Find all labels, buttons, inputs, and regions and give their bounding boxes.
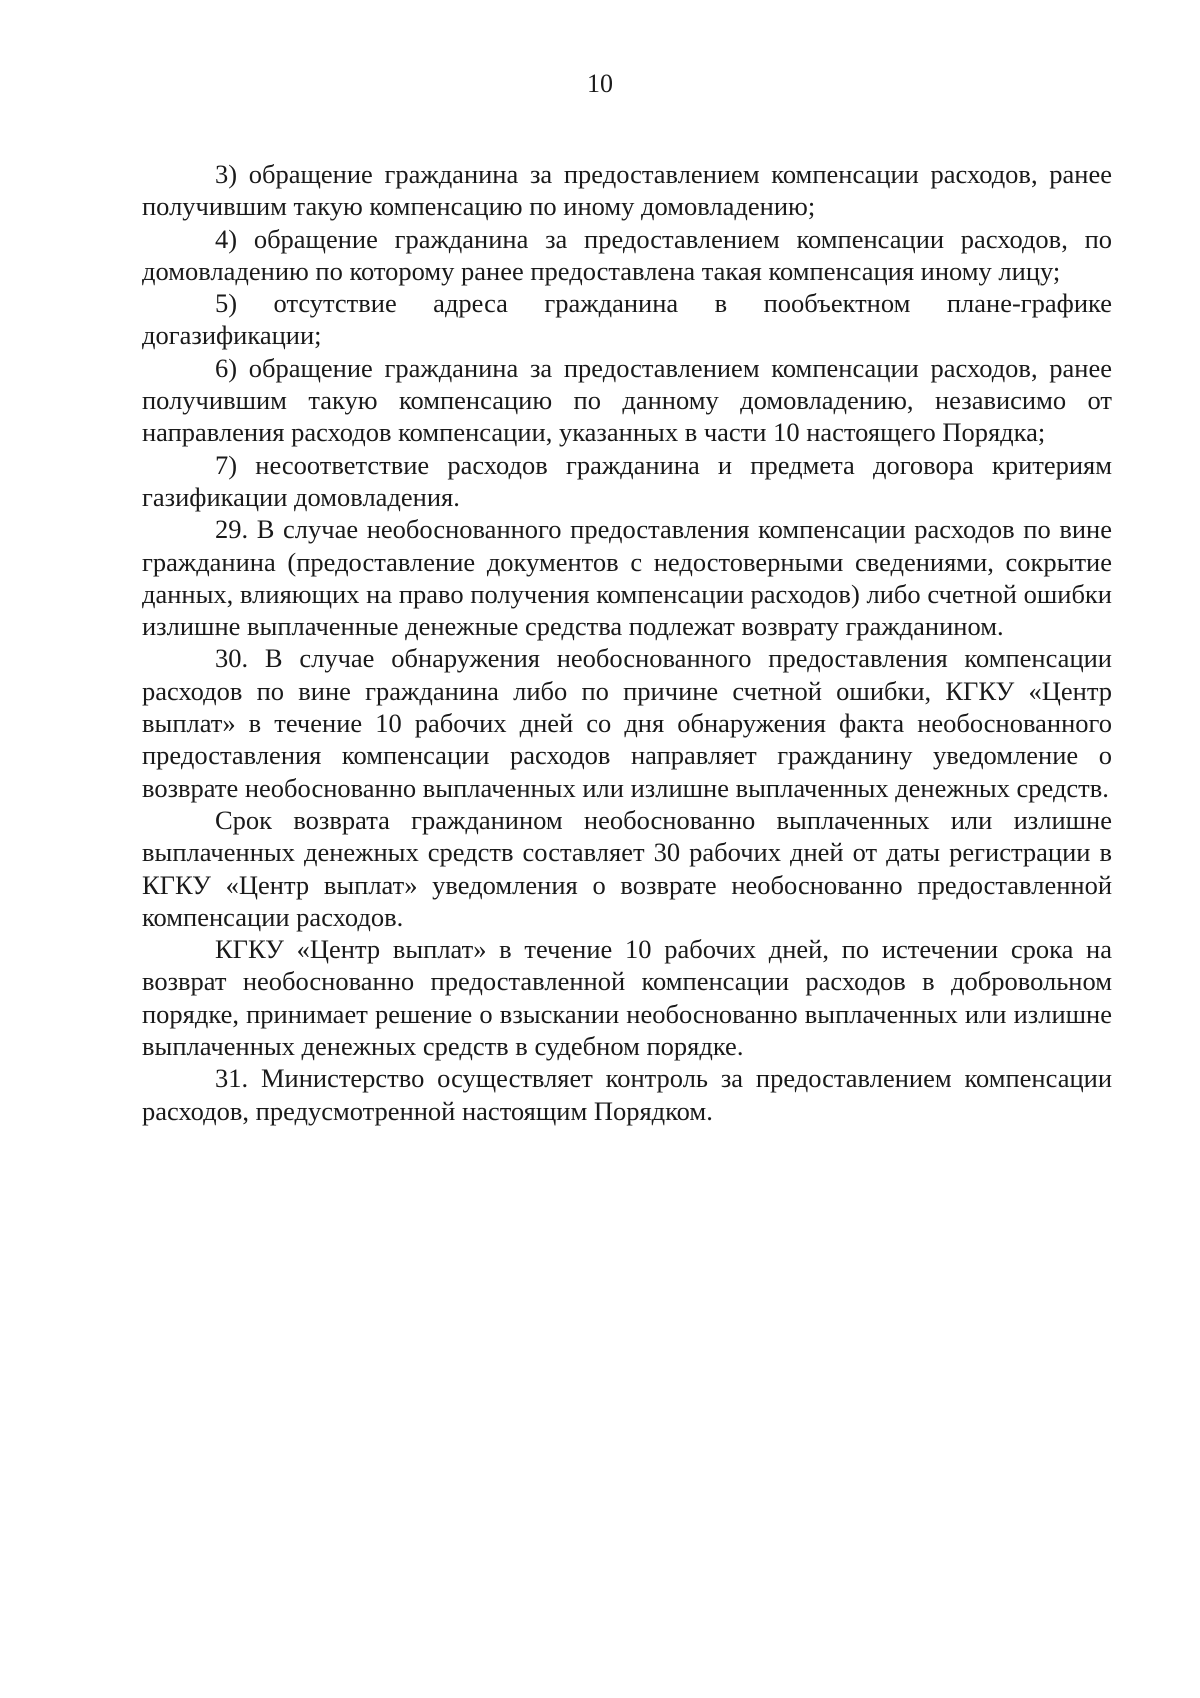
paragraph-clause-31: 31. Министерство осуществляет контроль за предоставлением компенсации расходов, предусмотренной настоящим Порядком. bbox=[142, 1063, 1112, 1126]
paragraph-clause-29: 29. В случае необоснованного предоставления компенсации расходов по вине гражданина (предоставление документов с недостоверными сведениями, сокрытие данных, влияющих на право получения компенсации расходов) либо счетной ошибки излишне выплаченные денежные средства подлежат возврату гражданином. bbox=[142, 514, 1112, 642]
paragraph-return-term: Срок возврата гражданином необоснованно выплаченных или излишне выплаченных денежных средств составляет 30 рабочих дней от даты регистрации в КГКУ «Центр выплат» уведомления о возврате необоснованно предоставленной компенсации расходов. bbox=[142, 804, 1112, 932]
paragraph-item-7: 7) несоответствие расходов гражданина и предмета договора критериям газификации домовладения. bbox=[142, 449, 1112, 512]
paragraph-item-5: 5) отсутствие адреса гражданина в пообъектном плане-графике догазификации; bbox=[142, 288, 1112, 351]
page-number: 10 bbox=[587, 69, 613, 98]
paragraph-court-recovery: КГКУ «Центр выплат» в течение 10 рабочих дней, по истечении срока на возврат необоснованно предоставленной компенсации расходов в добровольном порядке, принимает решение о взыскании необоснованно выплаченных или излишне выплаченных денежных средств в судебном порядке. bbox=[142, 934, 1112, 1062]
paragraph-clause-30: 30. В случае обнаружения необоснованного предоставления компенсации расходов по вине гражданина либо по причине счетной ошибки, КГКУ «Центр выплат» в течение 10 рабочих дней со дня обнаружения факта необоснованного предоставления компенсации расходов направляет гражданину уведомление о возврате необоснованно выплаченных или излишне выплаченных денежных средств. bbox=[142, 643, 1112, 803]
paragraph-item-3: 3) обращение гражданина за предоставлением компенсации расходов, ранее получившим такую компенсацию по иному домовладению; bbox=[142, 159, 1112, 222]
document-body bbox=[142, 158, 1112, 1127]
paragraph-item-4: 4) обращение гражданина за предоставлением компенсации расходов, по домовладению по которому ранее предоставлена такая компенсация иному лицу; bbox=[142, 223, 1112, 286]
paragraph-item-6: 6) обращение гражданина за предоставлением компенсации расходов, ранее получившим такую компенсацию по данному домовладению, независимо от направления расходов компенсации, указанных в части 10 настоящего Порядка; bbox=[142, 352, 1112, 448]
